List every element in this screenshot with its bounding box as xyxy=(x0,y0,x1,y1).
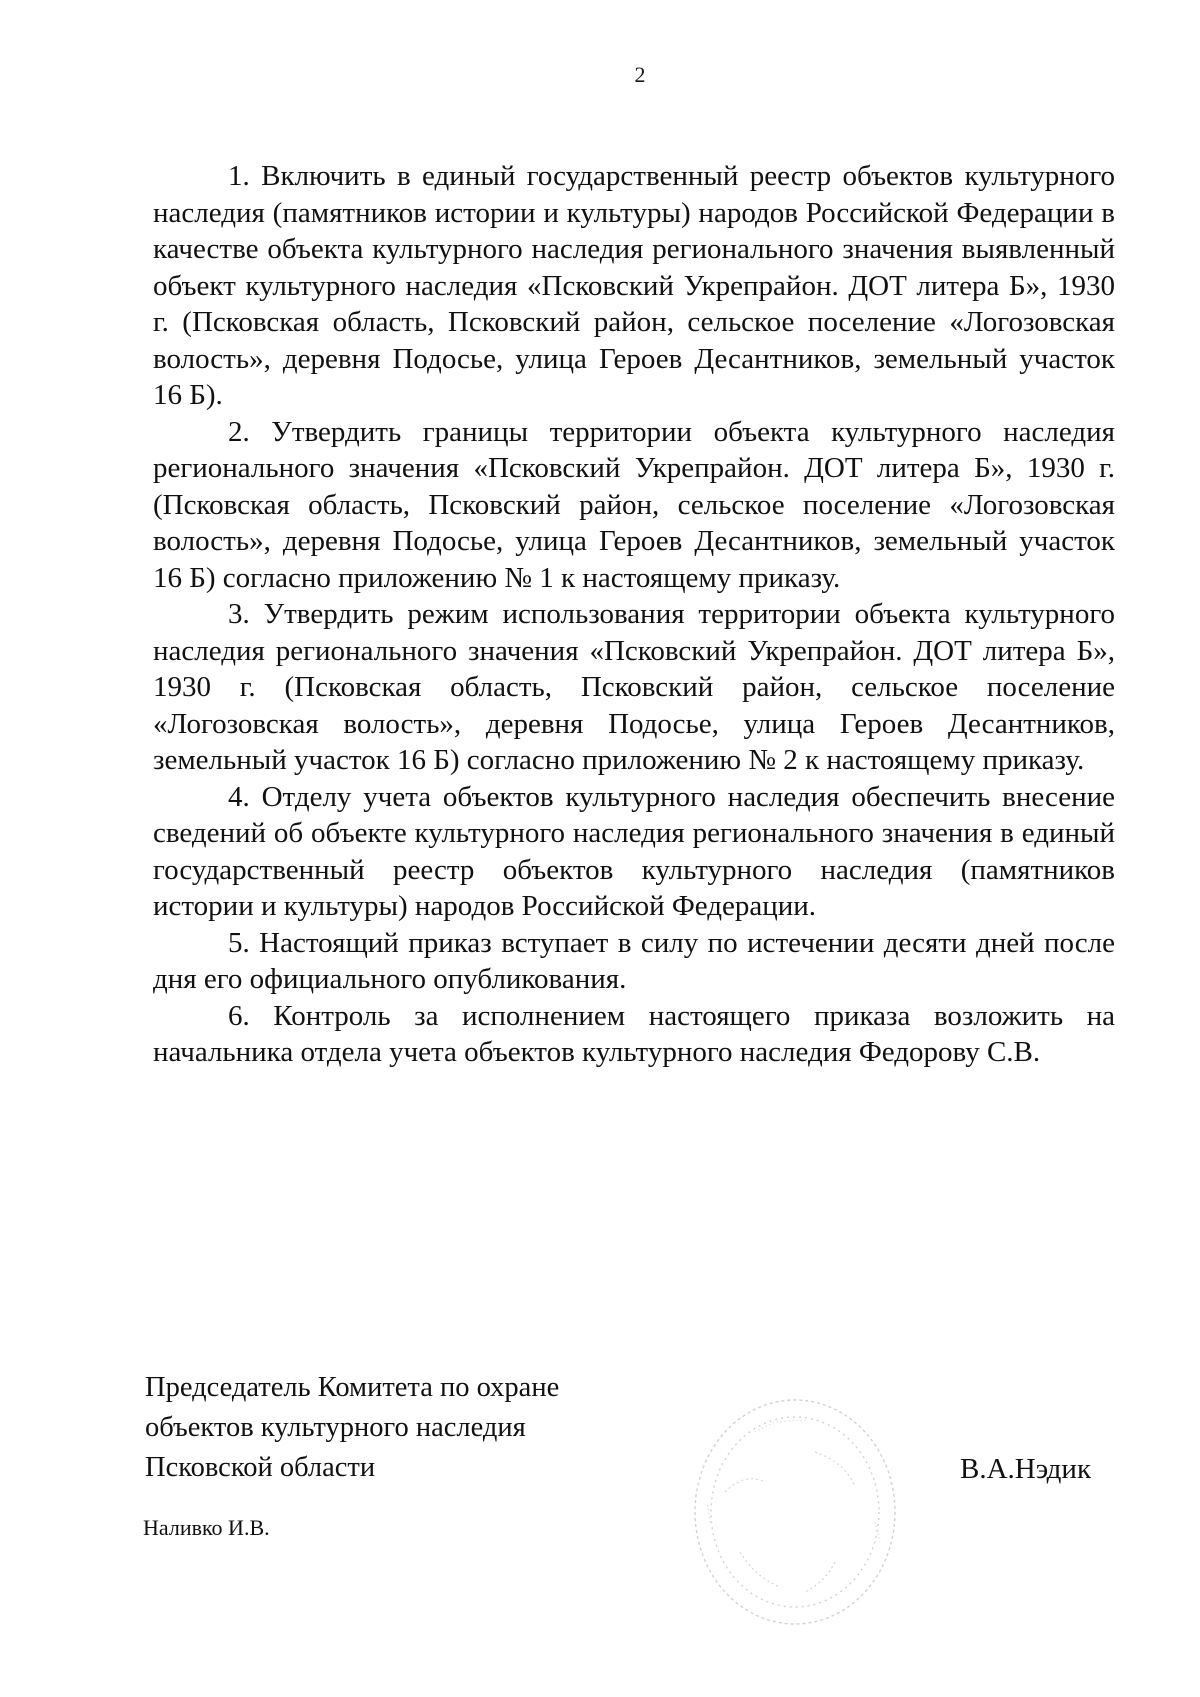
order-item-5: 5. Настоящий приказ вступает в силу по истечении десяти дней после дня его официального опубликования. xyxy=(153,926,1115,995)
page-number: 2 xyxy=(634,62,646,87)
order-item-3: 3. Утвердить режим использования территории объекта культурного наследия регионального значения «Псковский Укрепрайон. ДОТ литера Б», 1930 г. (Псковская область, Псковский район, сельское поселение «Логозовская волость», деревня Подосье, улица Героев Десантников, земельный участок 16 Б) согласно приложению № 2 к настоящему приказу. xyxy=(153,598,1115,776)
official-seal-stamp xyxy=(685,1392,905,1632)
order-item-2: 2. Утвердить границы территории объекта культурного наследия регионального значения «Псковский Укрепрайон. ДОТ литера Б», 1930 г. (Псковская область, Псковский район, сельское поселение «Логозовская волость», деревня Подосье, улица Героев Десантников, земельный участок 16 Б) согласно приложению № 1 к настоящему приказу. xyxy=(153,415,1115,594)
order-item-6: 6. Контроль за исполнением настоящего приказа возложить на начальника отдела учета объектов культурного наследия Федорову С.В. xyxy=(153,999,1115,1068)
executor-name: Наливко И.В. xyxy=(143,1515,270,1540)
signatory-position-line: объектов культурного наследия xyxy=(145,1412,526,1443)
signatory-position xyxy=(145,1368,559,1488)
order-item-4: 4. Отделу учета объектов культурного наследия обеспечить внесение сведений об объекте культурного наследия регионального значения в единый государственный реестр объектов культурного наследия (памятников истории и культуры) народов Российской Федерации. xyxy=(153,780,1115,922)
order-item-1: 1. Включить в единый государственный реестр объектов культурного наследия (памятников истории и культуры) народов Российской Федерации в качестве объекта культурного наследия регионального значения выявленный объект культурного наследия «Псковский Укрепрайон. ДОТ литера Б», 1930 г. (Псковская область, Псковский район, сельское поселение «Логозовская волость», деревня Подосье, улица Героев Десантников, земельный участок 16 Б). xyxy=(153,160,1115,411)
signatory-position-line: Председатель Комитета по охране xyxy=(145,1372,560,1403)
signatory-name: В.А.Нэдик xyxy=(960,1453,1092,1485)
signatory-position-line: Псковской области xyxy=(145,1452,376,1483)
order-body xyxy=(153,158,1115,1071)
